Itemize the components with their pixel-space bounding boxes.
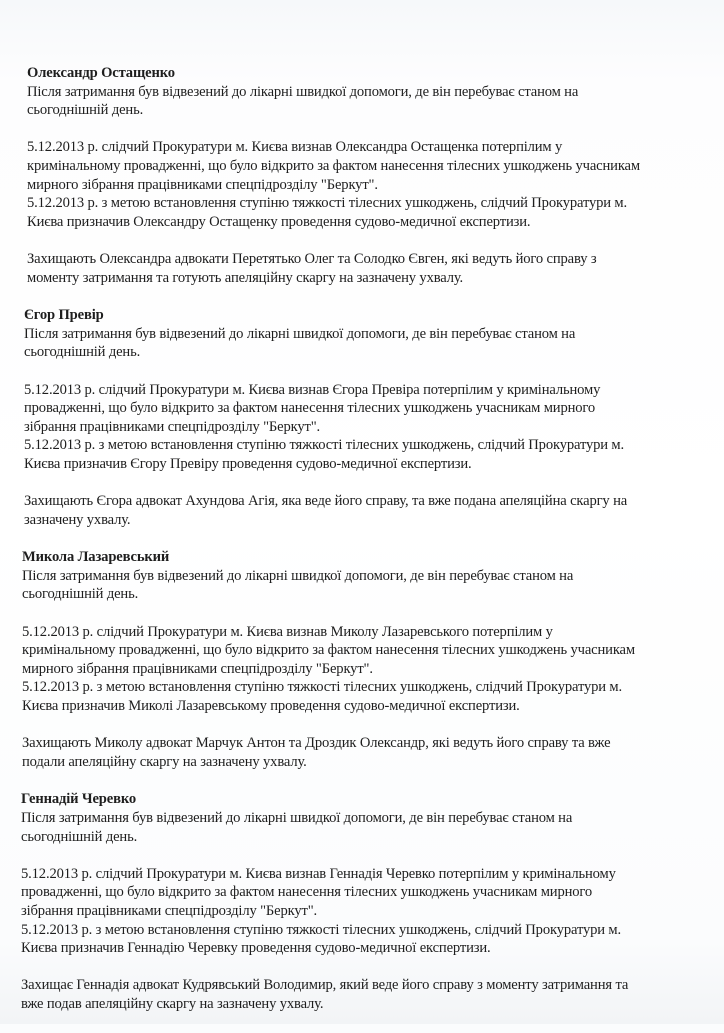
victim-status-paragraph — [27, 138, 667, 194]
hospital-paragraph — [22, 567, 667, 604]
text-line: Після затримання був відвезений до лікарні швидкої допомоги, де він перебуває станом на — [27, 83, 579, 100]
text-line: 5.12.2013 р. з метою встановлення ступіню тяжкості тілесних ушкоджень, слідчий Прокуратури м. — [22, 679, 623, 696]
defense-paragraph — [24, 492, 667, 529]
expertise-paragraph — [27, 194, 667, 231]
text-line: 5.12.2013 р. слідчий Прокуратури м. Києва визнав Олександра Остащенка потерпілим у — [27, 139, 563, 156]
person-section — [27, 64, 667, 287]
text-line: зібрання працівниками спецпідрозділу "Беркут". — [21, 902, 318, 919]
defense-paragraph — [21, 976, 667, 1013]
victim-status-paragraph — [21, 865, 667, 921]
text-line: Після затримання був відвезений до лікарні швидкої допомоги, де він перебуває станом на — [22, 567, 574, 584]
hospital-paragraph — [24, 325, 667, 362]
text-line: зазначену ухвалу. — [24, 511, 131, 528]
person-name: Геннадій Черевко — [21, 791, 137, 808]
text-line: зібрання працівниками спецпідрозділу "Беркут". — [24, 418, 321, 435]
text-line: Києва призначив Миколі Лазаревському проведення судово-медичної експертизи. — [22, 698, 520, 714]
person-name: Єгор Превір — [24, 307, 104, 324]
expertise-paragraph — [21, 921, 667, 958]
text-line: моменту затримання та готують апеляційну скаргу на зазначену ухвалу. — [27, 269, 464, 286]
text-line: сьогоднішній день. — [24, 344, 141, 361]
text-line: Києва призначив Геннадію Черевку проведення судово-медичної експертизи. — [21, 940, 491, 957]
text-line: кримінальному провадженні, що було відкрито за фактом нанесення тілесних ушкоджень учасникам — [27, 157, 640, 174]
person-section — [22, 548, 667, 771]
text-line: 5.12.2013 р. слідчий Прокуратури м. Києва визнав Миколу Лазаревського потерпілим у — [22, 623, 553, 640]
text-line: Захищають Єгора адвокат Ахундова Агія, яка веде його справу, та вже подана апеляційна скаргу на — [24, 493, 628, 510]
victim-status-paragraph — [22, 623, 667, 679]
text-line: 5.12.2013 р. слідчий Прокуратури м. Києва визнав Єгора Превіра потерпілим у кримінальному — [24, 381, 601, 398]
text-line: мирного зібрання працівниками спецпідрозділу "Беркут". — [27, 176, 378, 193]
victim-status-paragraph — [24, 381, 667, 437]
text-line: подали апеляційну скаргу на зазначену ухвалу. — [22, 753, 307, 770]
defense-paragraph — [27, 250, 667, 287]
person-name: Олександр Остащенко — [27, 65, 175, 81]
text-line: 5.12.2013 р. з метою встановлення ступіню тяжкості тілесних ушкоджень, слідчий Прокуратури м. — [21, 921, 622, 938]
text-line: 5.12.2013 р. слідчий Прокуратури м. Києва визнав Геннадія Черевко потерпілим у кримінальному — [21, 865, 616, 882]
expertise-paragraph — [24, 436, 667, 473]
text-line: сьогоднішній день. — [27, 102, 144, 119]
text-line: Захищають Миколу адвокат Марчук Антон та Дроздик Олександр, які ведуть його справу та вже — [22, 735, 611, 752]
person-section — [24, 306, 667, 529]
text-line: сьогоднішній день. — [22, 586, 139, 603]
text-line: мирного зібрання працівниками спецпідрозділу "Беркут". — [22, 660, 373, 677]
person-name: Микола Лазаревський — [22, 549, 170, 566]
text-line: провадженні, що було відкрито за фактом нанесення тілесних ушкоджень учасникам мирного — [21, 884, 593, 901]
text-line: провадженні, що було відкрито за фактом нанесення тілесних ушкоджень учасникам мирного — [24, 400, 596, 417]
text-line: Києва призначив Олександру Остащенку проведення судово-медичної експертизи. — [27, 213, 531, 230]
text-line: Захищає Геннадія адвокат Кудрявський Володимир, який веде його справу з моменту затримання та — [21, 977, 629, 994]
text-line: Після затримання був відвезений до лікарні швидкої допомоги, де він перебуває станом на — [24, 325, 576, 342]
text-line: вже подав апеляційну скаргу на зазначену ухвалу. — [21, 995, 324, 1012]
hospital-paragraph — [21, 809, 667, 846]
expertise-paragraph — [22, 678, 667, 715]
text-line: сьогоднішній день. — [21, 828, 138, 845]
text-line: Захищають Олександра адвокати Перетятько Олег та Солодко Євген, які ведуть його справу з — [27, 250, 597, 267]
text-line: 5.12.2013 р. з метою встановлення ступіню тяжкості тілесних ушкоджень, слідчий Прокуратури м. — [24, 437, 625, 454]
text-line: Києва призначив Єгору Превіру проведення судово-медичної експертизи. — [24, 455, 472, 472]
text-line: 5.12.2013 р. з метою встановлення ступіню тяжкості тілесних ушкоджень, слідчий Прокуратури м. — [27, 195, 628, 212]
hospital-paragraph — [27, 83, 667, 120]
document-body — [21, 64, 667, 1033]
person-section — [21, 790, 667, 1013]
defense-paragraph — [22, 734, 667, 771]
text-line: кримінальному провадженні, що було відкрито за фактом нанесення тілесних ушкоджень учасникам — [22, 642, 635, 659]
text-line: Після затримання був відвезений до лікарні швидкої допомоги, де він перебуває станом на — [21, 809, 573, 826]
